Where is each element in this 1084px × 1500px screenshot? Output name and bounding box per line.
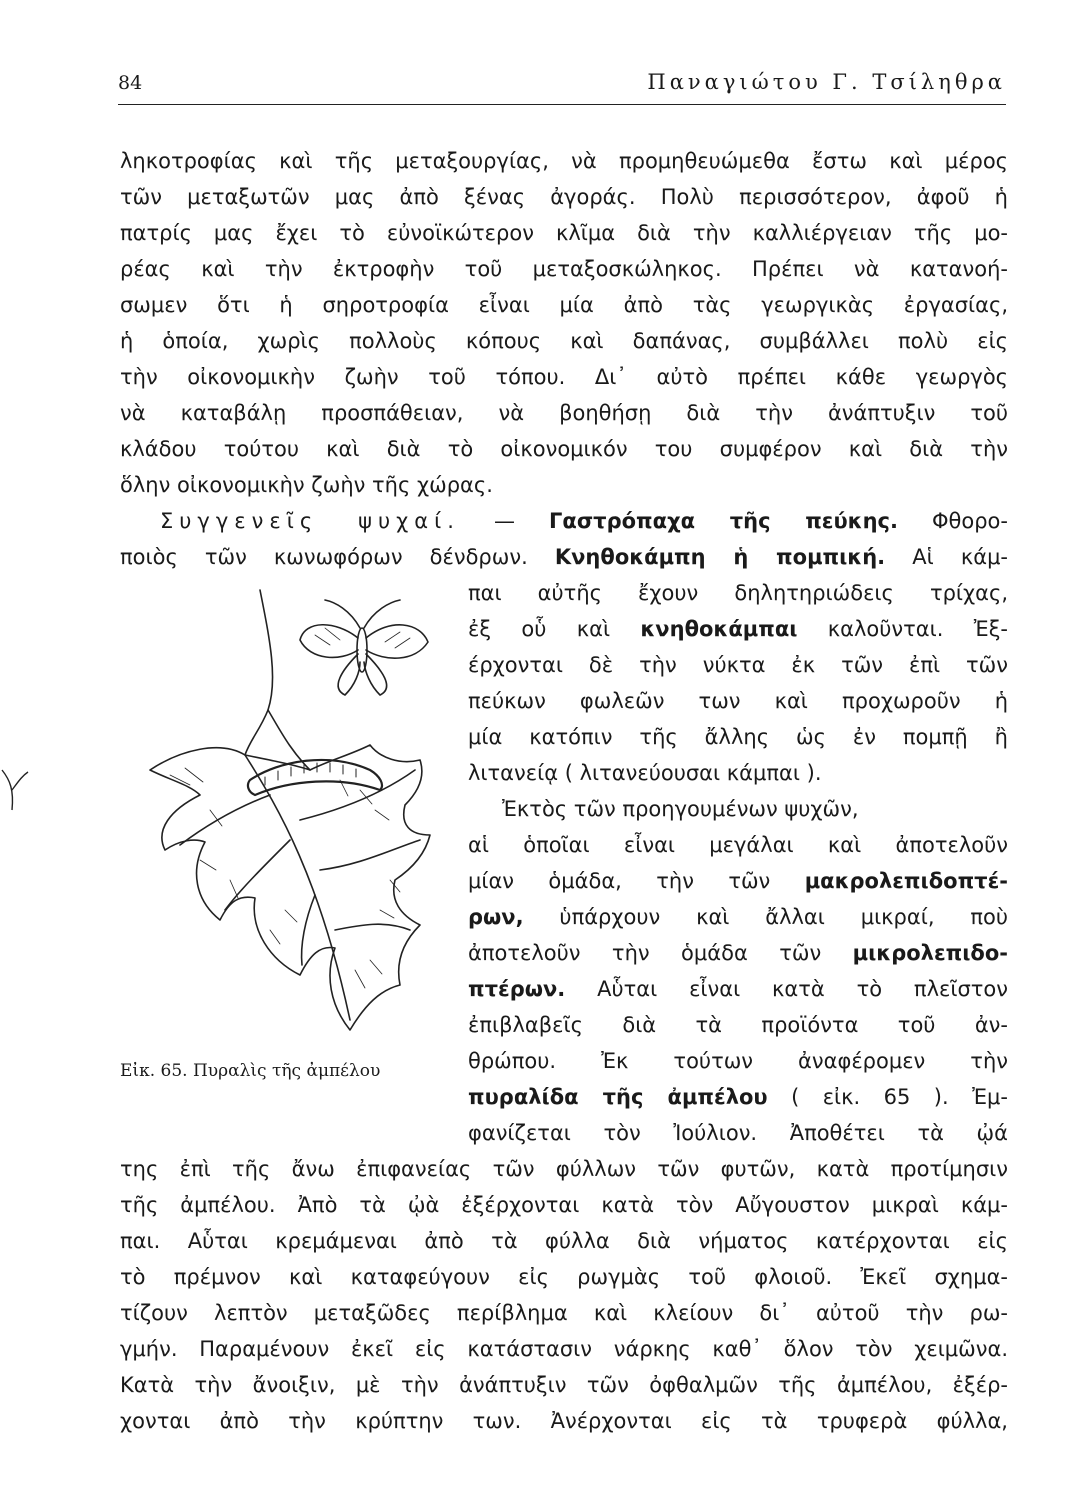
- stem: [245, 590, 273, 755]
- text-line: τῆς ἀμπέλου. Ἀπὸ τὰ ᾠὰ ἐξέρχονται κατὰ τὸν Αὔγουστον μικραὶ κάμ-: [120, 1193, 1008, 1217]
- page-number: 84: [118, 72, 143, 94]
- text-line: μία κατόπιν τῆς ἄλλης ὡς ἐν πομπῇ ἢ: [468, 725, 1008, 749]
- text-line: γμήν. Παραμένουν ἐκεῖ εἰς κατάστασιν νάρκης καθ᾿ ὅλον τὸν χειμῶνα.: [120, 1337, 1008, 1361]
- text-line: ἀποτελοῦν τὴν ὁμάδα τῶν μικρολεπιδο-: [468, 941, 1008, 965]
- running-title: Παναγιώτου Γ. Τσίληθρα: [647, 70, 1006, 94]
- text-line: πτέρων. Αὗται εἶναι κατὰ τὸ πλεῖστον: [468, 977, 1008, 1001]
- text-line: μίαν ὁμάδα, τὴν τῶν μακρολεπιδοπτέ-: [468, 869, 1008, 893]
- text-line: παι. Αὗται κρεμάμεναι ἀπὸ τὰ φύλλα διὰ νήματος κατέρχονται εἰς: [120, 1229, 1008, 1253]
- text-line: ρέας καὶ τὴν ἐκτροφὴν τοῦ μεταξοσκώληκος. Πρέπει νὰ κατανοή-: [120, 257, 1008, 281]
- text-line: τίζουν λεπτὸν μεταξῶδες περίβλημα καὶ κλείουν δι᾿ αὐτοῦ τὴν ρω-: [120, 1301, 1008, 1325]
- text-line: ληκοτροφίας καὶ τῆς μεταξουργίας, νὰ προμηθευώμεθα ἔστω καὶ μέρος: [120, 149, 1008, 173]
- text-line: ποιὸς τῶν κωνωφόρων δένδρων. Κνηθοκάμπη ἡ πομπική. Αἱ κάμ-: [120, 545, 1009, 569]
- text-line: πεύκων φωλεῶν των καὶ προχωροῦν ἡ: [468, 689, 1008, 713]
- text-line: τὸ πρέμνον καὶ καταφεύγουν εἰς ρωγμὰς τοῦ φλοιοῦ. Ἐκεῖ σχημα-: [120, 1265, 1008, 1289]
- text-line: νὰ καταβάλῃ προσπάθειαν, νὰ βοηθήσῃ διὰ τὴν ἀνάπτυξιν τοῦ: [120, 401, 1008, 425]
- text-line: πατρίς μας ἔχει τὸ εὐνοϊκώτερον κλῖμα διὰ τὴν καλλιέργειαν τῆς μο-: [120, 221, 1008, 245]
- text-line: κλάδου τούτου καὶ διὰ τὸ οἰκονομικόν του συμφέρον καὶ διὰ τὴν: [120, 437, 1008, 461]
- text-line: της ἐπὶ τῆς ἄνω ἐπιφανείας τῶν φύλλων τῶν φυτῶν, κατὰ προτίμησιν: [120, 1157, 1008, 1181]
- page-header: [118, 68, 1006, 105]
- text-line: Κατὰ τὴν ἄνοιξιν, μὲ τὴν ἀνάπτυξιν τῶν ὀφθαλμῶν τῆς ἀμπέλου, ἐξέρ-: [120, 1373, 1008, 1397]
- text-line: ἡ ὁποία, χωρὶς πολλοὺς κόπους καὶ δαπάνας, συμβάλλει πολὺ εἰς: [120, 329, 1008, 353]
- text-line: ρων, ὑπάρχουν καὶ ἄλλαι μικραί, ποὺ: [468, 905, 1008, 929]
- text-line: Ἐκτὸς τῶν προηγουμένων ψυχῶν,: [502, 797, 859, 821]
- text-line: θρώπου. Ἐκ τούτων ἀναφέρομεν τὴν: [468, 1049, 1008, 1073]
- figure-caption: Εἰκ. 65. Πυραλὶς τῆς ἀμπέλου: [120, 1061, 381, 1081]
- term-gastropacha: Γαστρόπαχα τῆς πεύκης.: [549, 509, 898, 533]
- text-line: αἱ ὁποῖαι εἶναι μεγάλαι καὶ ἀποτελοῦν: [468, 833, 1008, 857]
- text-line: ὅλην οἰκονομικὴν ζωὴν τῆς χώρας.: [120, 473, 493, 497]
- text-line: έρχονται δὲ τὴν νύκτα ἐκ τῶν ἐπὶ τῶν: [468, 653, 1008, 677]
- text-line: χονται ἀπὸ τὴν κρύπτην των. Ἀνέρχονται εἰς τὰ τρυφερὰ φύλλα,: [120, 1409, 1008, 1433]
- text-line: τῶν μεταξωτῶν μας ἀπὸ ξένας ἀγοράς. Πολὺ περισσότερον, ἀφοῦ ἡ: [120, 185, 1008, 209]
- section-heading-line: Συγγενεῖς ψυχαί. — Γαστρόπαχα τῆς πεύκης. Φθορο-: [160, 509, 1008, 533]
- margin-mark: [0, 760, 30, 820]
- text-line: ἐπιβλαβεῖς διὰ τὰ προϊόντα τοῦ ἀν-: [468, 1013, 1008, 1037]
- section-heading: Συγγενεῖς ψυχαί.: [160, 509, 460, 533]
- text-line: σωμεν ὅτι ἡ σηροτροφία εἶναι μία ἀπὸ τὰς γεωργικὰς ἐργασίας,: [120, 293, 1008, 317]
- moth: [300, 600, 428, 695]
- caterpillar: [248, 760, 382, 795]
- text-line: λιτανείᾳ ( λιτανεύουσαι κάμπαι ).: [468, 761, 822, 785]
- text-line: ἐξ οὗ καὶ κνηθοκάμπαι καλοῦνται. Ἐξ-: [468, 617, 1008, 641]
- text-line: τὴν οἰκονομικὴν ζωὴν τοῦ τόπου. Δι᾿ αὐτὸ πρέπει κάθε γεωργὸς: [120, 365, 1008, 389]
- text-line: παι αὐτῆς ἔχουν δηλητηριώδεις τρίχας,: [468, 581, 1008, 605]
- figure-pyralis-illustration: [110, 580, 450, 1040]
- text-line: φανίζεται τὸν Ἰούλιον. Ἀποθέτει τὰ ᾠά: [468, 1121, 1008, 1145]
- text-line: πυραλίδα τῆς ἀμπέλου ( εἰκ. 65 ). Ἐμ-: [468, 1085, 1008, 1109]
- term-knithokampi: Κνηθοκάμπη ἡ πομπική.: [554, 545, 886, 569]
